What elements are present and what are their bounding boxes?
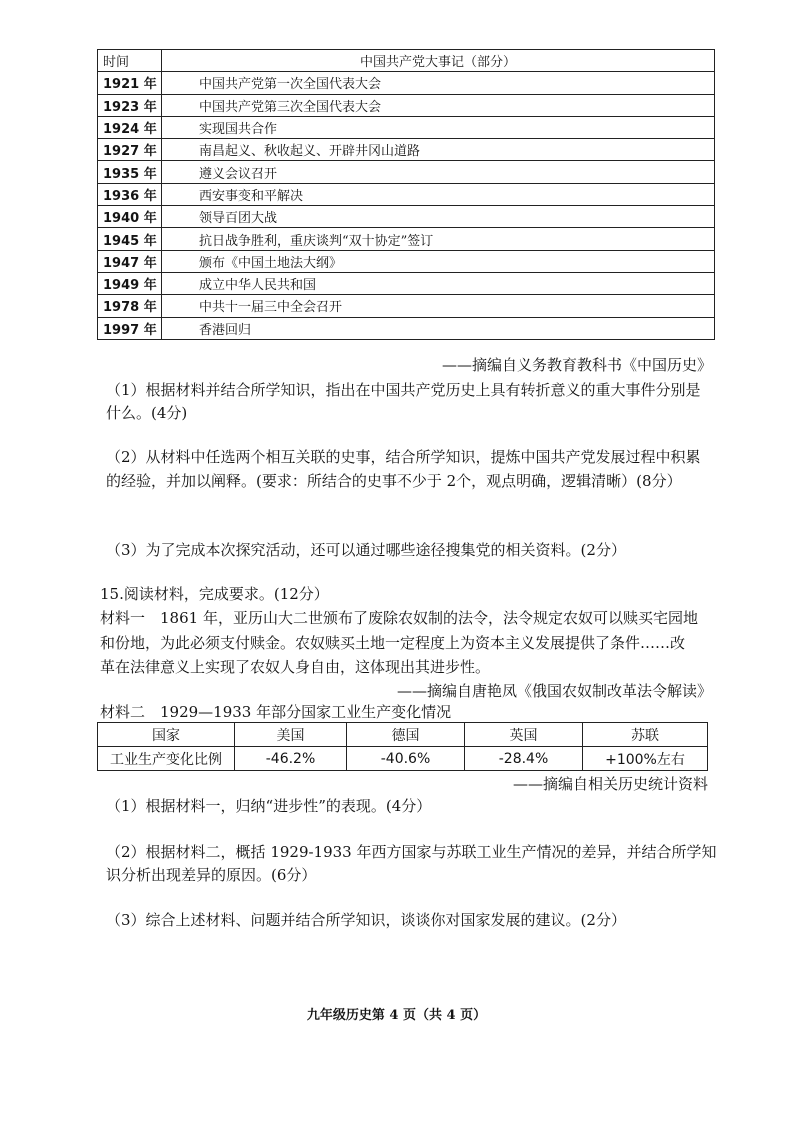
event-year: 1978 年 (98, 295, 162, 317)
q15-part2-line1: （2）根据材料二，概括 1929-1933 年西方国家与苏联工业生产情况的差异，并结合所学知 (106, 843, 717, 861)
event-text: 香港回归 (162, 317, 715, 339)
table-row (98, 139, 715, 161)
industry-table-header (98, 723, 708, 747)
q15-material1-line1: 材料一 1861 年，亚历山大二世颁布了废除农奴制的法令，法令规定农奴可以赎买宅园地 (100, 609, 698, 627)
header-uk: 英国 (465, 723, 583, 747)
q15-material1-line3: 革在法律意义上实现了农奴人身自由，这体现出其进步性。 (100, 658, 491, 676)
q15-title: 15.阅读材料，完成要求。(12分） (100, 585, 329, 603)
q15-material1-source: ——摘编自唐艳凤《俄国农奴制改革法令解读》 (396, 682, 712, 700)
event-text: 西安事变和平解决 (162, 183, 715, 205)
event-year: 1945 年 (98, 228, 162, 250)
event-text: 遵义会议召开 (162, 161, 715, 183)
table-row (98, 116, 715, 138)
event-year: 1935 年 (98, 161, 162, 183)
event-text: 抗日战争胜利，重庆谈判“双十协定”签订 (162, 228, 715, 250)
table-row (98, 206, 715, 228)
event-text: 颁布《中国土地法大纲》 (162, 250, 715, 272)
event-text: 中共十一届三中全会召开 (162, 295, 715, 317)
event-year: 1940 年 (98, 206, 162, 228)
table-row (98, 161, 715, 183)
value-uk: -28.4% (465, 747, 583, 771)
q15-part1: （1）根据材料一，归纳“进步性”的表现。(4分） (106, 797, 432, 815)
q15-material2-source: ——摘编自相关历史统计资料 (512, 775, 708, 793)
events-table (97, 49, 715, 340)
event-text: 中国共产党第一次全国代表大会 (162, 72, 715, 94)
q14-part1-line1: （1）根据材料并结合所学知识，指出在中国共产党历史上具有转折意义的重大事件分别是 (106, 381, 701, 399)
event-year: 1949 年 (98, 272, 162, 294)
value-germany: -40.6% (347, 747, 465, 771)
events-source: ——摘编自义务教育教科书《中国历史》 (441, 356, 712, 374)
q14-part3: （3）为了完成本次探究活动，还可以通过哪些途径搜集党的相关资料。(2分） (106, 541, 626, 559)
event-text: 领导百团大战 (162, 206, 715, 228)
q15-part2-line2: 识分析出现差异的原因。(6分） (106, 866, 317, 884)
table-row (98, 295, 715, 317)
events-table-header (98, 50, 715, 72)
event-year: 1921 年 (98, 72, 162, 94)
event-year: 1947 年 (98, 250, 162, 272)
page-footer: 九年级历史第 4 页（共 4 页） (306, 1008, 487, 1023)
header-usa: 美国 (235, 723, 347, 747)
q14-part1-line2: 什么。(4分) (106, 404, 188, 422)
event-year: 1936 年 (98, 183, 162, 205)
table-row (98, 272, 715, 294)
table-row (98, 228, 715, 250)
value-usa: -46.2% (235, 747, 347, 771)
table-row (98, 250, 715, 272)
event-year: 1927 年 (98, 139, 162, 161)
event-year: 1924 年 (98, 116, 162, 138)
table-row (98, 317, 715, 339)
event-text: 南昌起义、秋收起义、开辟井冈山道路 (162, 139, 715, 161)
q14-part2-line2: 的经验，并加以阐释。(要求：所结合的史事不少于 2个，观点明确，逻辑清晰）(8分） (106, 472, 682, 490)
q15-material1-line2: 和份地，为此必须支付赎金。农奴赎买土地一定程度上为资本主义发展提供了条件……改 (100, 634, 686, 652)
value-ussr: +100%左右 (583, 747, 708, 771)
header-country: 国家 (98, 723, 235, 747)
event-text: 成立中华人民共和国 (162, 272, 715, 294)
row-label: 工业生产变化比例 (98, 747, 235, 771)
header-time: 时间 (98, 50, 162, 72)
event-text: 中国共产党第三次全国代表大会 (162, 94, 715, 116)
header-events: 中国共产党大事记（部分） (162, 50, 715, 72)
table-row (98, 72, 715, 94)
q15-part3: （3）综合上述材料、问题并结合所学知识，谈谈你对国家发展的建议。(2分） (106, 911, 626, 929)
q14-part2-line1: （2）从材料中任选两个相互关联的史事，结合所学知识，提炼中国共产党发展过程中积累 (106, 448, 701, 466)
q15-material2-title: 材料二 1929—1933 年部分国家工业生产变化情况 (100, 703, 452, 721)
table-row (98, 94, 715, 116)
industry-table (97, 722, 708, 771)
event-year: 1923 年 (98, 94, 162, 116)
header-ussr: 苏联 (583, 723, 708, 747)
table-row (98, 747, 708, 771)
table-row (98, 183, 715, 205)
header-germany: 德国 (347, 723, 465, 747)
event-year: 1997 年 (98, 317, 162, 339)
event-text: 实现国共合作 (162, 116, 715, 138)
